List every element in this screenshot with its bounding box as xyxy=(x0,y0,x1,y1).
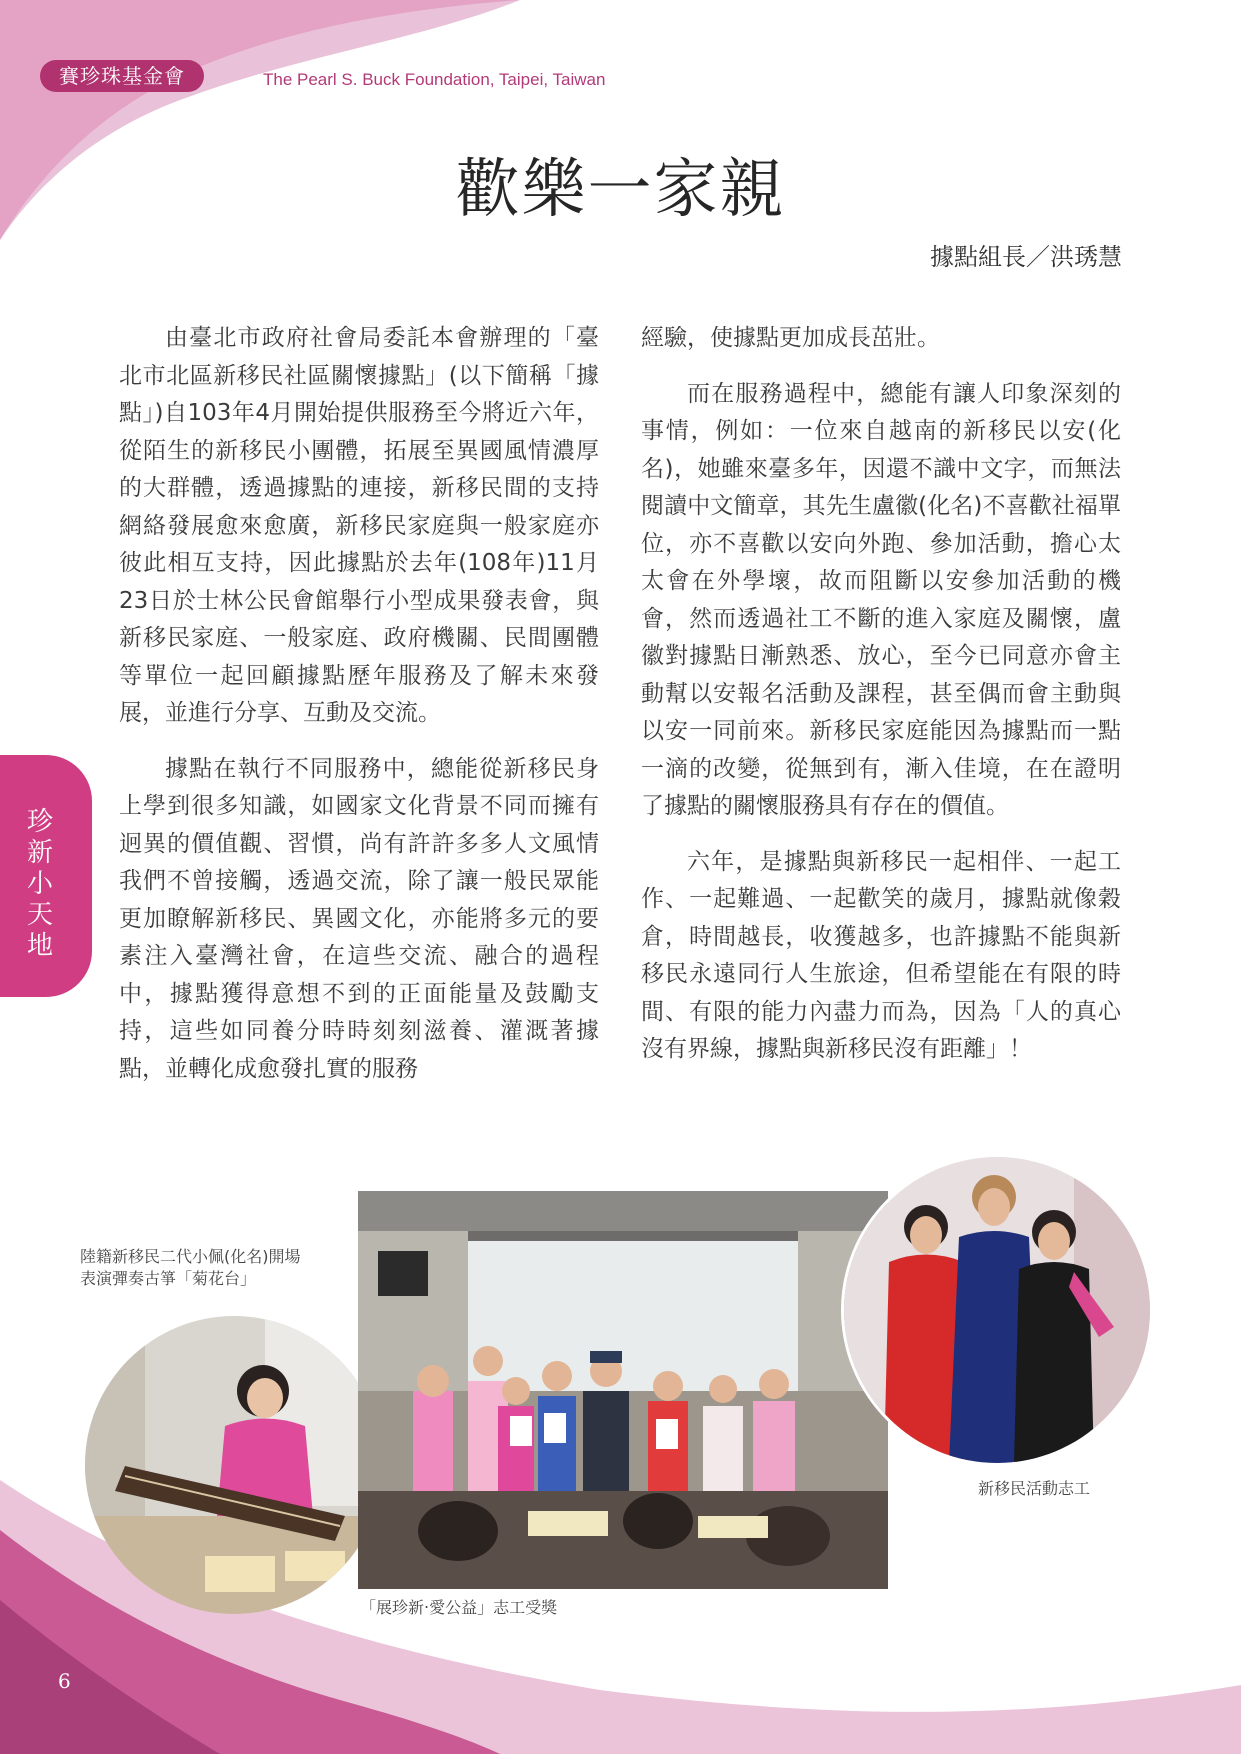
paragraph: 由臺北市政府社會局委託本會辦理的「臺北市北區新移民社區關懷據點」(以下簡稱「據點」)自103年4月開始提供服務至今將近六年，從陌生的新移民小團體，拓展至異國風情濃厚的大群體，透過據點的連接，新移民間的支持網絡發展愈來愈廣，新移民家庭與一般家庭亦彼此相互支持，因此據點於去年(108年)11月23日於士林公民會館舉行小型成果發表會，與新移民家庭、一般家庭、政府機關、民間團體等單位一起回顧據點歷年服務及了解未來發展，並進行分享、互動及交流。 xyxy=(119,325,599,726)
caption-line: 陸籍新移民二代小佩(化名)開場 xyxy=(80,1247,301,1266)
caption-line: 表演彈奏古箏「菊花台」 xyxy=(80,1269,257,1288)
side-tab-char: 地 xyxy=(26,931,53,961)
paragraph-continuation: 經驗，使據點更加成長茁壯。 xyxy=(641,325,940,351)
organization-badge xyxy=(40,60,204,92)
guzheng-photo xyxy=(85,1316,383,1614)
photo-caption-left xyxy=(80,1246,330,1290)
right-column xyxy=(641,320,1121,1087)
side-tab-char: 小 xyxy=(26,869,53,899)
section-side-tab xyxy=(0,755,92,997)
article-author: 據點組長／洪琇慧 xyxy=(930,243,1122,271)
page-number: 6 xyxy=(58,1669,71,1693)
organization-english-name: The Pearl S. Buck Foundation, Taipei, Taiwan xyxy=(263,70,606,89)
award-ceremony-photo xyxy=(358,1191,888,1589)
article-title: 歡樂一家親 xyxy=(455,153,786,227)
paragraph: 據點在執行不同服務中，總能從新移民身上學到很多知識，如國家文化背景不同而擁有迥異的價值觀、習慣，尚有許許多多人文風情我們不曾接觸，透過交流，除了讓一般民眾能更加瞭解新移民、異國文化，亦能將多元的要素注入臺灣社會，在這些交流、融合的過程中，據點獲得意想不到的正面能量及鼓勵支持，這些如同養分時時刻刻滋養、灌溉著據點，並轉化成愈發扎實的服務 xyxy=(119,755,599,1082)
side-tab-char: 珍 xyxy=(26,807,53,837)
left-column xyxy=(119,320,599,1106)
side-tab-char: 新 xyxy=(26,838,53,868)
organization-name: 賽珍珠基金會 xyxy=(59,64,185,88)
paragraph: 六年，是據點與新移民一起相伴、一起工作、一起難過、一起歡笑的歲月，據點就像穀倉，時間越長，收獲越多，也許據點不能與新移民永遠同行人生旅途，但希望能在有限的時間、有限的能力內盡力而為，因為「人的真心沒有界線，據點與新移民沒有距離」！ xyxy=(641,848,1121,1062)
photo-caption-right: 新移民活動志工 xyxy=(978,1479,1091,1498)
side-tab-char: 天 xyxy=(26,900,53,930)
paragraph: 而在服務過程中，總能有讓人印象深刻的事情，例如：一位來自越南的新移民以安(化名)，她雖來臺多年，因還不識中文字，而無法閱讀中文簡章，其先生盧徽(化名)不喜歡社福單位，亦不喜歡以安向外跑、參加活動，擔心太太會在外學壞，故而阻斷以安參加活動的機會，然而透過社工不斷的進入家庭及關懷，盧徽對據點日漸熟悉、放心，至今已同意亦會主動幫以安報名活動及課程，甚至偶而會主動與以安一同前來。新移民家庭能因為據點而一點一滴的改變，從無到有，漸入佳境，在在證明了據點的關懷服務具有存在的價值。 xyxy=(641,380,1121,819)
volunteers-photo xyxy=(841,1154,1153,1466)
photo-caption-center: 「展珍新‧愛公益」志工受獎 xyxy=(360,1598,558,1617)
